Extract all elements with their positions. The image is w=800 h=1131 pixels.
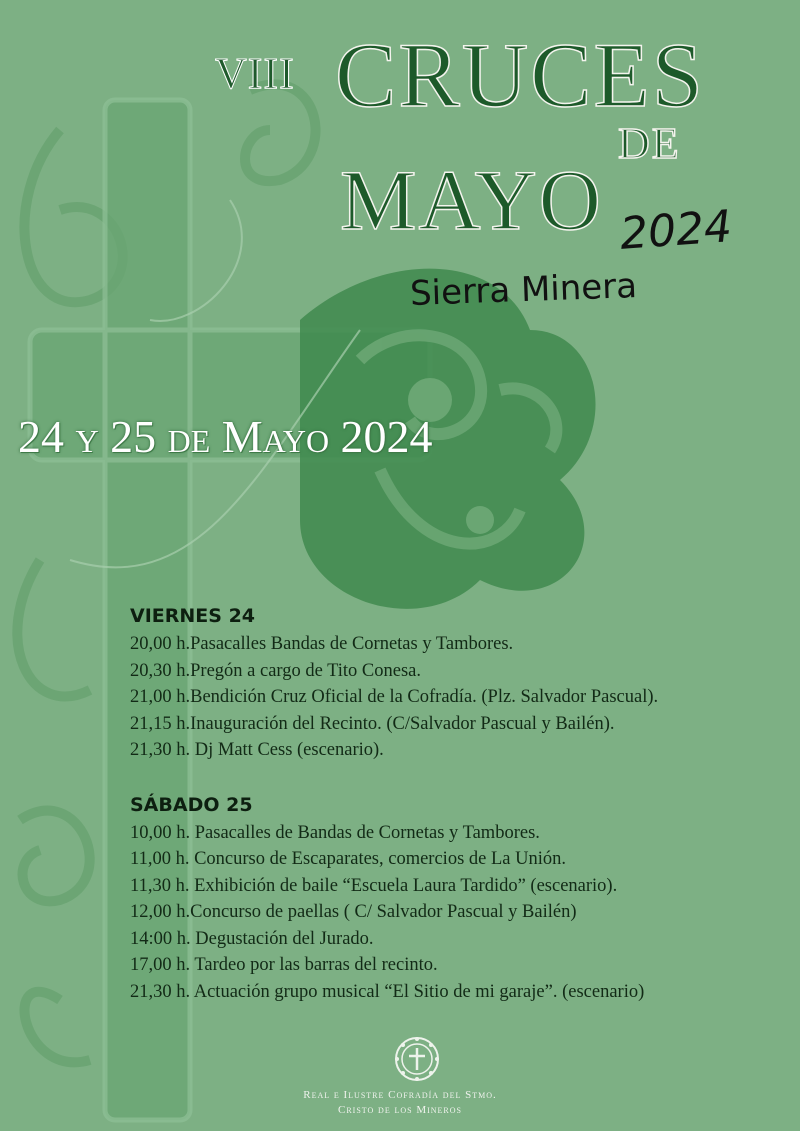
edition-number: VIII — [215, 49, 295, 98]
subtitle-sierra-minera: Sierra Minera — [409, 266, 638, 314]
list-item: 21,00 h.Bendición Cruz Oficial de la Cofradía. (Plz. Salvador Pascual). — [130, 687, 659, 707]
title-cruces: CRUCES — [335, 24, 705, 126]
title-year: 2024 — [618, 201, 734, 260]
list-item: 21,15 h.Inauguración del Recinto. (C/Salvador Pascual y Bailén). — [130, 713, 615, 734]
list-item: 21,30 h. Actuación grupo musical “El Sitio de mi garaje”. (escenario) — [130, 981, 645, 1002]
list-item: 17,00 h. Tardeo por las barras del recinto. — [130, 955, 438, 975]
title-mayo: MAYO — [340, 152, 603, 248]
list-item: 21,30 h. Dj Matt Cess (escenario). — [130, 740, 384, 760]
list-item: 14:00 h. Degustación del Jurado. — [130, 928, 374, 949]
list-item: 11,30 h. Exhibición de baile “Escuela Laura Tardido” (escenario). — [130, 875, 618, 896]
list-item: 12,00 h.Concurso de paellas ( C/ Salvador Pascual y Bailén) — [130, 902, 577, 922]
list-item: 10,00 h. Pasacalles de Bandas de Cornetas y Tambores. — [130, 822, 540, 843]
title-de: DE — [618, 119, 681, 168]
list-item: 20,00 h.Pasacalles Bandas de Cornetas y Tambores. — [130, 634, 514, 654]
schedule — [130, 605, 790, 1005]
event-dates: 24 y 25 de Mayo 2024 — [18, 411, 433, 462]
footer-cofradia-line1: Real e Ilustre Cofradía del Stmo. — [303, 1089, 497, 1101]
footer-cofradia-line2: Cristo de los Mineros — [337, 1104, 462, 1116]
cofradia-seal-icon — [394, 1036, 440, 1082]
day-heading-friday: VIERNES 24 — [130, 605, 256, 627]
list-item: 20,30 h.Pregón a cargo de Tito Conesa. — [130, 660, 422, 681]
list-item: 11,00 h. Concurso de Escaparates, comercios de La Unión. — [130, 849, 566, 869]
day-heading-saturday: SÁBADO 25 — [130, 793, 253, 816]
